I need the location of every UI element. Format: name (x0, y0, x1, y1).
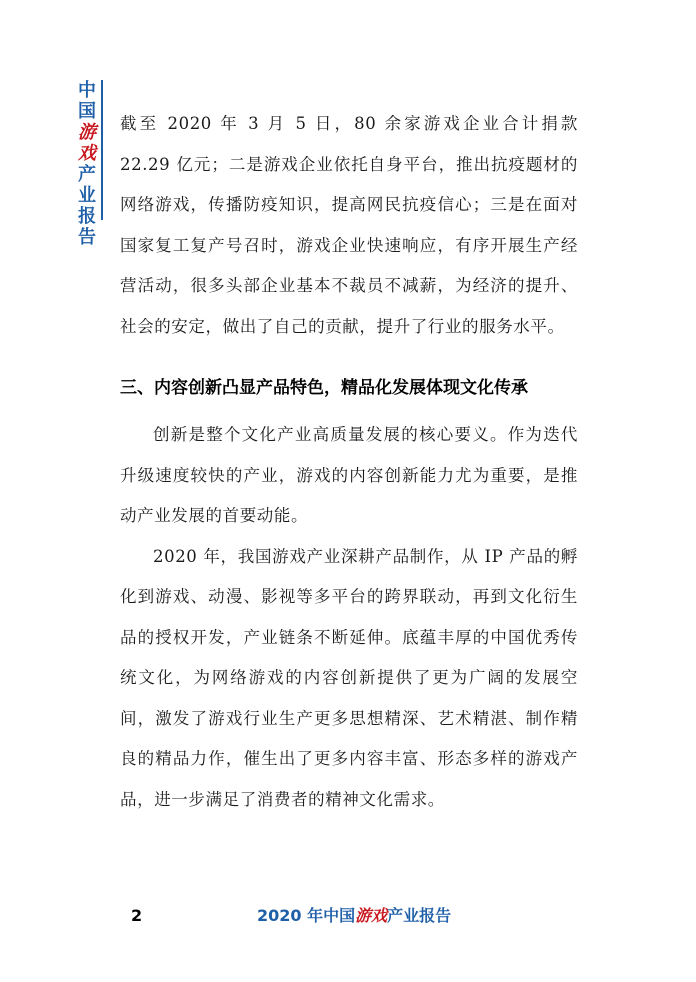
page-body (120, 104, 578, 820)
side-title-char: 产 (78, 164, 96, 185)
footer-title-red: 游戏 (355, 906, 388, 925)
side-title-char: 业 (78, 185, 96, 206)
side-title-char: 中 (78, 80, 96, 101)
side-title-char: 国 (78, 101, 96, 122)
page-footer (0, 903, 696, 931)
footer-title-suffix: 产业报告 (387, 906, 452, 925)
footer-title-prefix: 2020 年中国 (257, 906, 356, 925)
page-number: 2 (131, 906, 143, 925)
side-title-char-red: 戏 (78, 143, 96, 164)
body-paragraph: 2020 年，我国游戏产业深耕产品制作，从 IP 产品的孵化到游戏、动漫、影视等多平台的跨界联动，再到文化衍生品的授权开发，产业链条不断延伸。底蕴丰厚的中国优秀传统文化，为网络游戏的内容创新提供了更为广阔的发展空间，激发了游戏行业生产更多思想精深、艺术精湛、制作精良的精品力作，催生出了更多内容丰富、形态多样的游戏产品，进一步满足了消费者的精神文化需求。 (120, 546, 578, 809)
side-divider-line (101, 80, 103, 220)
side-report-title (76, 80, 98, 248)
side-title-char: 报 (78, 206, 96, 227)
body-paragraph-continued: 截至 2020 年 3 月 5 日，80 余家游戏企业合计捐款 22.29 亿元；二是游戏企业依托自身平台，推出抗疫题材的网络游戏，传播防疫知识，提高网民抗疫信心；三是在面对国家复工复产号召时，游戏企业快速响应，有序开展生产经营活动，很多头部企业基本不裁员不减薪，为经济的提升、社会的安定，做出了自己的贡献，提升了行业的服务水平。 (120, 114, 578, 336)
section-heading: 三、内容创新凸显产品特色，精品化发展体现文化传承 (120, 378, 528, 398)
body-paragraph: 创新是整个文化产业高质量发展的核心要义。作为迭代升级速度较快的产业，游戏的内容创新能力尤为重要，是推动产业发展的首要动能。 (120, 425, 578, 525)
side-title-char: 告 (78, 227, 96, 248)
footer-report-title (257, 903, 451, 929)
side-title-char-red: 游 (78, 122, 96, 143)
